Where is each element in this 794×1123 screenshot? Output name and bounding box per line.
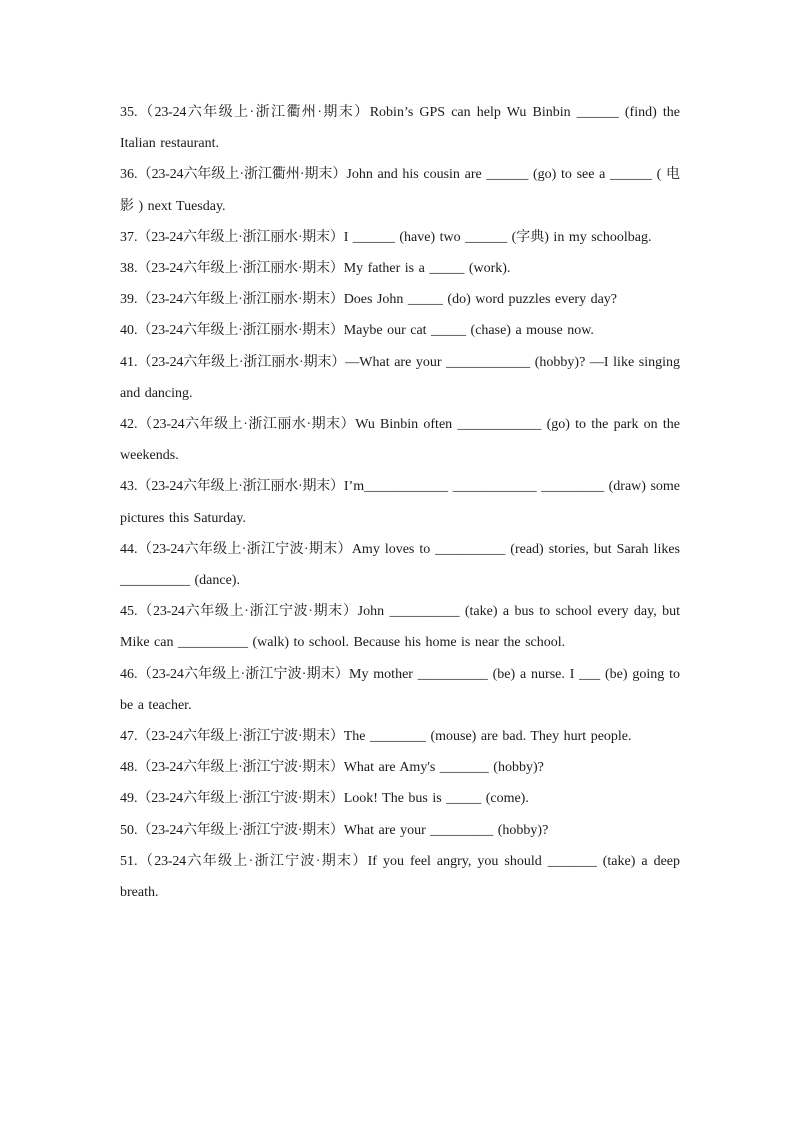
question-text: Does John _____ (do) word puzzles every day?	[343, 292, 618, 308]
question-source: （23-24六年级上·浙江宁波·期末）	[137, 729, 344, 745]
question-source: （23-24六年级上·浙江宁波·期末）	[137, 604, 358, 620]
question-item	[120, 721, 680, 752]
question-source: （23-24六年级上·浙江宁波·期末）	[137, 666, 350, 682]
question-text: My mother __________ (be) a nurse. I ___ (be) going to be a teacher.	[120, 666, 680, 713]
question-item	[120, 159, 680, 221]
question-text: Robin’s GPS can help Wu Binbin ______ (find) the Italian restaurant.	[120, 105, 681, 152]
question-item	[120, 783, 680, 814]
question-source: （23-24六年级上·浙江丽水·期末）	[137, 354, 346, 370]
question-number: 49.	[120, 791, 138, 807]
question-number: 35.	[120, 105, 138, 120]
question-source: （23-24六年级上·浙江丽水·期末）	[137, 292, 344, 308]
question-number: 51.	[120, 853, 138, 869]
question-source: （23-24六年级上·浙江丽水·期末）	[137, 229, 344, 245]
question-number: 36.	[120, 167, 138, 183]
question-text: —What are your ____________ (hobby)? —I like singing and dancing.	[120, 354, 680, 401]
question-text: I ______ (have) two ______ (字典) in my schoolbag.	[343, 229, 652, 245]
question-source: （23-24六年级上·浙江宁波·期末）	[137, 541, 352, 557]
question-number: 45.	[120, 604, 138, 620]
question-item	[120, 347, 680, 409]
question-text: Amy loves to __________ (read) stories, but Sarah likes __________ (dance).	[120, 541, 680, 589]
question-text: John and his cousin are ______ (go) to see a ______ ( 电影 ) next Tuesday.	[120, 167, 680, 214]
question-text: What are your _________ (hobby)?	[343, 822, 549, 838]
question-item	[120, 253, 680, 284]
question-number: 50.	[120, 822, 138, 838]
question-text: Look! The bus is _____ (come).	[343, 791, 529, 807]
question-item	[120, 471, 680, 533]
question-text: The ________ (mouse) are bad. They hurt people.	[343, 729, 632, 745]
question-text: I’m____________ ____________ _________ (draw) some pictures this Saturday.	[120, 479, 680, 526]
question-number: 47.	[120, 729, 138, 745]
question-text: Maybe our cat _____ (chase) a mouse now.	[343, 323, 594, 339]
question-item	[120, 409, 680, 471]
question-source: （23-24六年级上·浙江丽水·期末）	[137, 479, 344, 495]
question-text: If you feel angry, you should _______ (take) a deep breath.	[120, 853, 680, 901]
question-number: 39.	[120, 292, 138, 308]
question-number: 41.	[120, 354, 138, 370]
question-item	[120, 752, 680, 783]
question-text: Wu Binbin often ____________ (go) to the park on the weekends.	[120, 417, 680, 464]
question-text: John __________ (take) a bus to school every day, but Mike can __________ (walk) to school. Because his home is near the school.	[120, 604, 680, 651]
question-item	[120, 659, 680, 721]
question-source: （23-24六年级上·浙江丽水·期末）	[137, 261, 344, 277]
question-number: 38.	[120, 261, 138, 277]
question-source: （23-24六年级上·浙江宁波·期末）	[137, 791, 344, 807]
question-item	[120, 815, 680, 846]
question-item	[120, 846, 680, 908]
question-source: （23-24六年级上·浙江衢州·期末）	[137, 105, 370, 120]
question-number: 42.	[120, 417, 138, 433]
question-item	[120, 97, 680, 159]
question-text: My father is a _____ (work).	[343, 261, 511, 277]
question-source: （23-24六年级上·浙江宁波·期末）	[137, 822, 344, 838]
question-source: （23-24六年级上·浙江宁波·期末）	[137, 853, 368, 869]
question-number: 43.	[120, 479, 138, 495]
question-item	[120, 284, 680, 315]
question-number: 37.	[120, 229, 138, 245]
question-list	[120, 97, 680, 908]
question-number: 40.	[120, 323, 138, 339]
question-item	[120, 315, 680, 346]
question-text: What are Amy's _______ (hobby)?	[343, 760, 544, 776]
question-source: （23-24六年级上·浙江宁波·期末）	[137, 760, 344, 776]
question-item	[120, 596, 680, 658]
question-source: （23-24六年级上·浙江丽水·期末）	[137, 417, 356, 433]
question-item	[120, 222, 680, 253]
question-source: （23-24六年级上·浙江衢州·期末）	[137, 167, 347, 183]
question-number: 48.	[120, 760, 138, 776]
question-number: 46.	[120, 666, 138, 682]
question-source: （23-24六年级上·浙江丽水·期末）	[137, 323, 344, 339]
question-item	[120, 534, 680, 596]
question-number: 44.	[120, 541, 138, 557]
